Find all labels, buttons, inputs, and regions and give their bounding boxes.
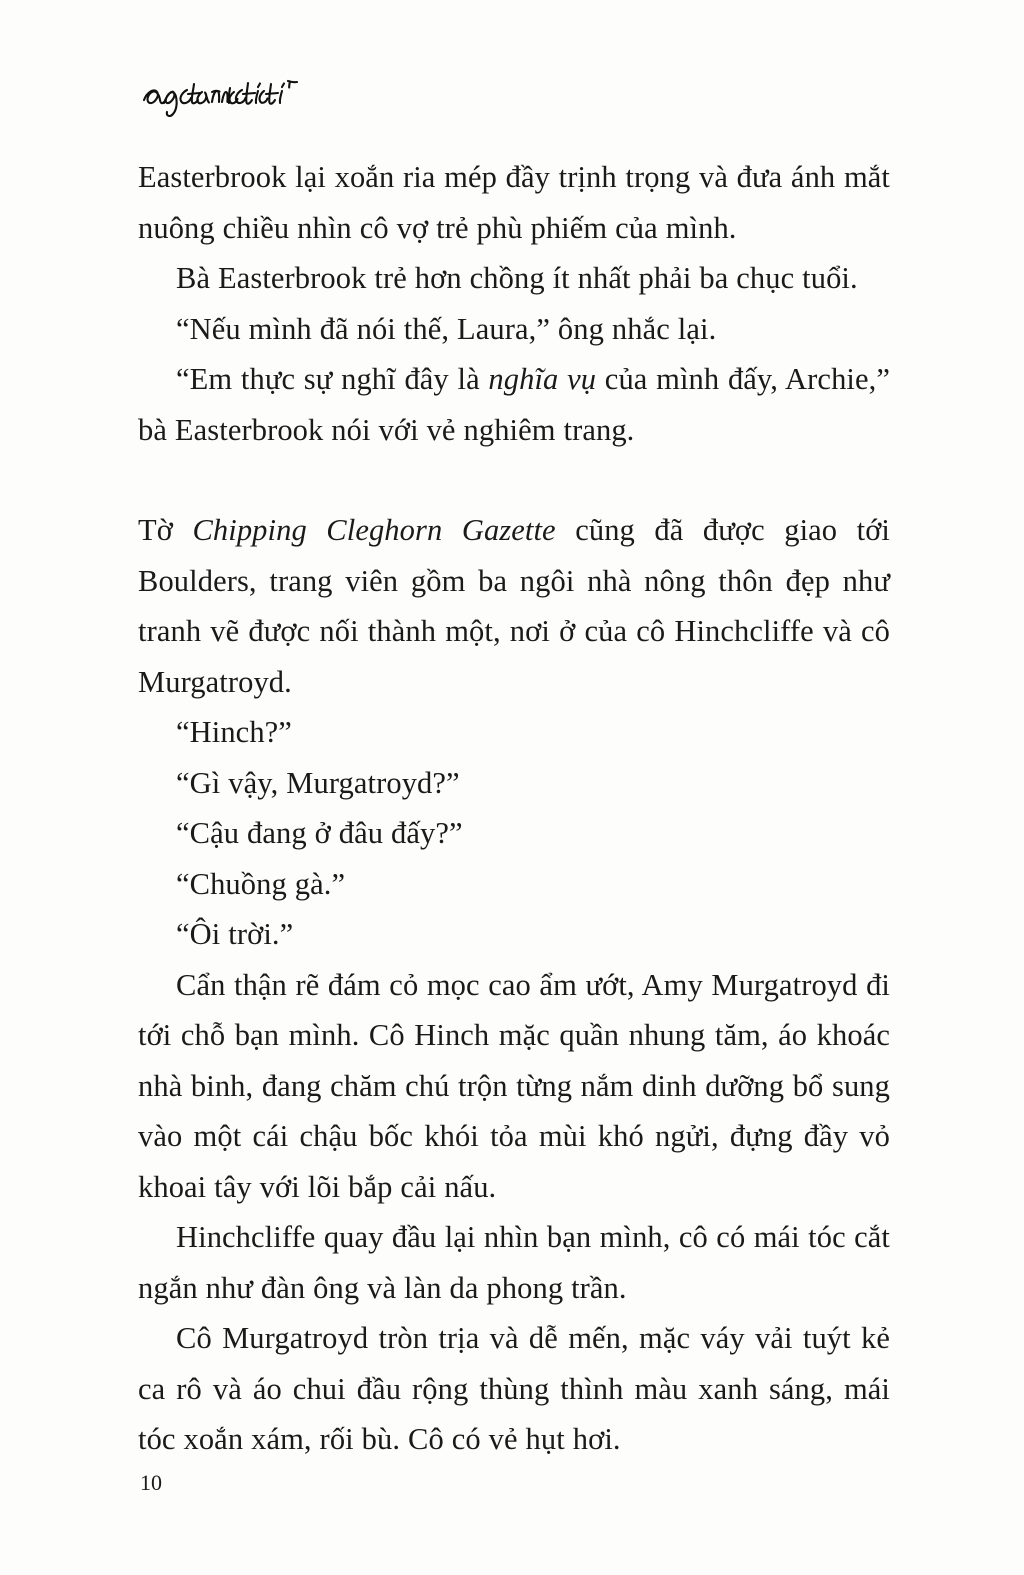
italic-text: Chipping Cleghorn Gazette	[192, 513, 556, 547]
body-paragraph	[138, 909, 890, 960]
body-paragraph	[138, 960, 890, 1213]
body-paragraph	[138, 808, 890, 859]
body-paragraph	[138, 1212, 890, 1313]
paragraph-spacer	[138, 455, 890, 505]
text-run: Easterbrook lại xoắn ria mép đầy trịnh trọng và đưa ánh mắt nuông chiều nhìn cô vợ trẻ phù phiếm của mình.	[138, 160, 890, 245]
page-body	[138, 152, 890, 1465]
text-run: Cẩn thận rẽ đám cỏ mọc cao ẩm ướt, Amy Murgatroyd đi tới chỗ bạn mình. Cô Hinch mặc quần nhung tăm, áo khoác nhà binh, đang chăm chú trộn từng nắm dinh dưỡng bổ sung vào một cái chậu bốc khói tỏa mùi khó ngửi, đựng đầy vỏ khoai tây với lõi bắp cải nấu.	[138, 967, 890, 1204]
text-run: Hinchcliffe quay đầu lại nhìn bạn mình, cô có mái tóc cắt ngắn như đàn ông và làn da phong trần.	[138, 1220, 890, 1305]
text-run: “Nếu mình đã nói thế, Laura,” ông nhắc lại.	[176, 311, 717, 346]
body-paragraph	[138, 253, 890, 304]
text-run: “Ôi trời.”	[176, 917, 294, 951]
text-run: “Chuồng gà.”	[176, 866, 346, 901]
text-run: Bà Easterbrook trẻ hơn chồng ít nhất phải ba chục tuổi.	[176, 261, 858, 295]
text-run: Cô Murgatroyd tròn trịa và dễ mến, mặc váy vải tuýt kẻ ca rô và áo chui đầu rộng thùng thình màu xanh sáng, mái tóc xoắn xám, rối bù. Cô có vẻ hụt hơi.	[138, 1321, 890, 1456]
text-run: của mình đấy, Archie,” bà Easterbrook nói với vẻ nghiêm trang.	[138, 362, 890, 447]
text-run: “Hinch?”	[176, 715, 292, 749]
text-run: “Gì vậy, Murgatroyd?”	[176, 765, 460, 800]
text-run: “Em thực sự nghĩ đây là	[176, 362, 489, 396]
body-paragraph	[138, 707, 890, 758]
italic-text: nghĩa vụ	[488, 362, 597, 396]
body-paragraph	[138, 505, 890, 707]
text-run: cũng đã được giao tới Boulders, trang viên gồm ba ngôi nhà nông thôn đẹp như tranh vẽ được nối thành một, nơi ở của cô Hinchcliffe và cô Murgatroyd.	[138, 513, 890, 699]
body-paragraph	[138, 354, 890, 455]
body-paragraph	[138, 152, 890, 253]
text-run: “Cậu đang ở đâu đấy?”	[176, 816, 463, 850]
body-paragraph	[138, 859, 890, 910]
text-run: Tờ	[138, 513, 193, 547]
body-paragraph	[138, 1313, 890, 1465]
page-number: 10	[140, 1470, 162, 1495]
author-signature-logo	[138, 70, 338, 120]
body-paragraph	[138, 304, 890, 355]
body-paragraph	[138, 758, 890, 809]
